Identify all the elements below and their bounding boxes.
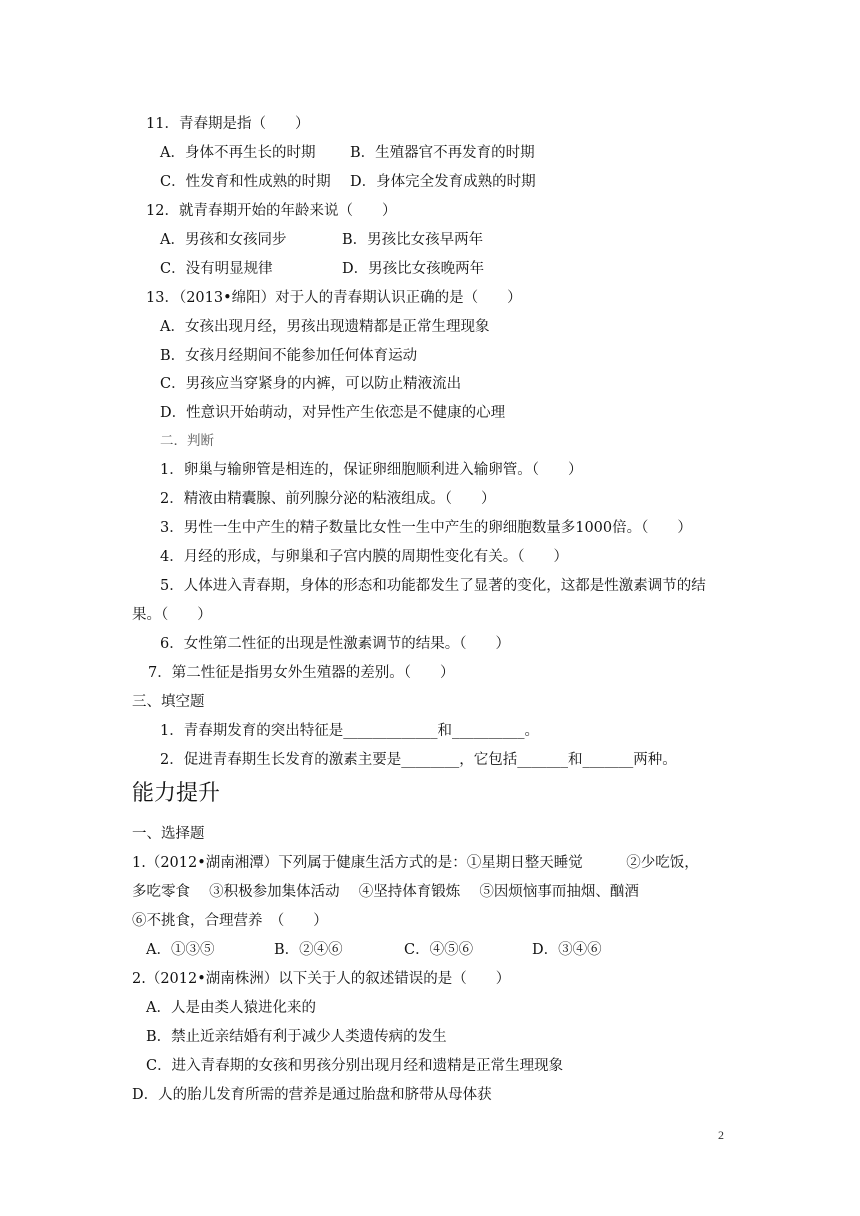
- judge-item-1: 1．卵巢与输卵管是相连的，保证卵细胞顺利进入输卵管。（ ）: [160, 462, 583, 478]
- ability-q2-option-b: B．禁止近亲结婚有利于减少人类遗传病的发生: [146, 1029, 447, 1045]
- q12-options-ab: [160, 230, 483, 250]
- judge-item-6: 6．女性第二性征的出现是性激素调节的结果。（ ）: [160, 636, 510, 652]
- q11-option-c: C．性发育和性成熟的时期: [160, 174, 331, 190]
- q11-options-ab: [160, 143, 535, 163]
- ability-q1-option-a: A．①③⑤: [146, 942, 215, 958]
- q12-stem: 12．就青春期开始的年龄来说（ ）: [146, 203, 397, 219]
- q13-option-a: A．女孩出现月经，男孩出现遗精都是正常生理现象: [160, 319, 490, 335]
- q13-option-d: D．性意识开始萌动，对异性产生依恋是不健康的心理: [160, 405, 506, 421]
- q11-option-b: B．生殖器官不再发育的时期: [350, 145, 535, 161]
- q12-option-c: C．没有明显规律: [160, 261, 273, 277]
- q12-option-a: A．男孩和女孩同步: [160, 232, 287, 248]
- fill-section-title: 三、填空题: [132, 694, 205, 710]
- ability-q1-option-c: C．④⑤⑥: [404, 942, 474, 958]
- judge-item-5: 5．人体进入青春期，身体的形态和功能都发生了显著的变化，这都是性激素调节的结: [160, 578, 706, 594]
- page-number: 2: [718, 1128, 724, 1142]
- fill-item-2: 2．促进青春期生长发育的激素主要是________，它包括_______和_______两种。: [160, 752, 677, 768]
- ability-q1-option-b: B．②④⑥: [274, 942, 343, 958]
- q11-option-a: A．身体不再生长的时期: [160, 145, 316, 161]
- ability-section-title: 一、选择题: [132, 826, 205, 842]
- q12-option-d: D．男孩比女孩晚两年: [342, 261, 485, 277]
- ability-q1-options: [146, 940, 602, 960]
- ability-q2-option-d: D．人的胎儿发育所需的营养是通过胎盘和脐带从母体获: [132, 1087, 492, 1103]
- ability-q2-option-c: C．进入青春期的女孩和男孩分别出现月经和遗精是正常生理现象: [146, 1058, 564, 1074]
- ability-q2-stem: 2.（2012•湖南株洲）以下关于人的叙述错误的是（ ）: [132, 971, 511, 987]
- ability-q1-line1: 1.（2012•湖南湘潭）下列属于健康生活方式的是：①星期日整天睡觉 ②少吃饭，: [132, 855, 699, 871]
- q13-stem: 13．（2013•绵阳）对于人的青春期认识正确的是（ ）: [146, 290, 522, 306]
- ability-heading: 能力提升: [132, 781, 221, 806]
- judge-item-5-cont: 果。（ ）: [132, 607, 212, 623]
- ability-q1-line2: 多吃零食 ③积极参加集体活动 ④坚持体育锻炼 ⑤因烦恼事而抽烟、酗酒: [132, 884, 639, 900]
- q11-options-cd: [160, 172, 536, 192]
- judge-section-title: 二．判断: [160, 433, 214, 449]
- judge-item-4: 4．月经的形成，与卵巢和子宫内膜的周期性变化有关。（ ）: [160, 549, 568, 565]
- judge-item-7: 7．第二性征是指男女外生殖器的差别。（ ）: [148, 665, 455, 681]
- q11-option-d: D．身体完全发育成熟的时期: [350, 174, 536, 190]
- ability-q1-line3: ⑥不挑食，合理营养 （ ）: [132, 913, 328, 929]
- q13-option-b: B．女孩月经期间不能参加任何体育运动: [160, 348, 418, 364]
- q12-options-cd: [160, 259, 484, 279]
- judge-item-3: 3．男性一生中产生的精子数量比女性一生中产生的卵细胞数量多1000倍。（ ）: [160, 520, 692, 536]
- ability-q1-option-d: D．③④⑥: [532, 942, 602, 958]
- ability-q2-option-a: A．人是由类人猿进化来的: [146, 1000, 316, 1016]
- q13-option-c: C．男孩应当穿紧身的内裤，可以防止精液流出: [160, 376, 462, 392]
- q12-option-b: B．男孩比女孩早两年: [342, 232, 484, 248]
- fill-item-1: 1．青春期发育的突出特征是_____________和__________。: [160, 723, 539, 739]
- judge-item-2: 2．精液由精囊腺、前列腺分泌的粘液组成。（ ）: [160, 491, 496, 507]
- q11-stem: 11．青春期是指（ ）: [146, 116, 310, 132]
